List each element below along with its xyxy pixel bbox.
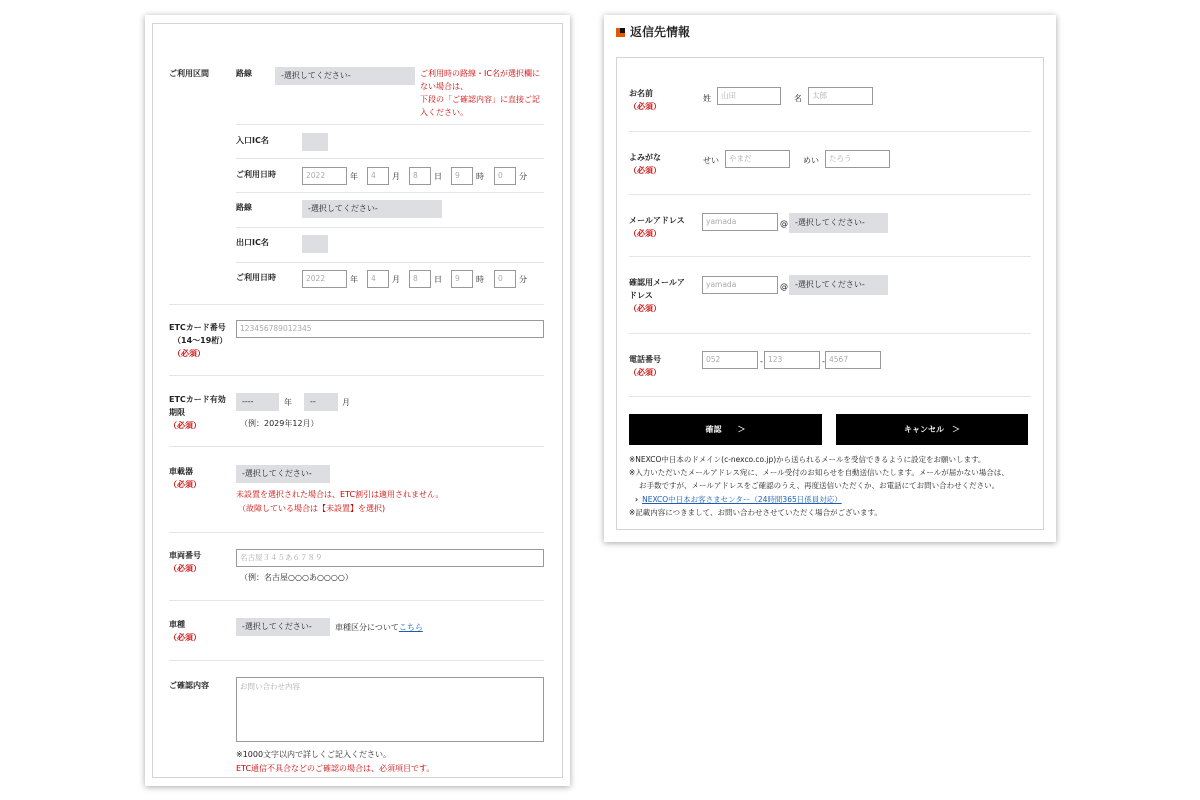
month-unit: 月 (392, 275, 400, 284)
divider (236, 262, 544, 263)
given-kana-input[interactable]: たろう (825, 150, 890, 168)
reply-section-title: 返信先情報 (630, 25, 691, 39)
etc-expiry-label: ETCカード有効 (169, 395, 226, 404)
exit-date-label: ご利用日時 (236, 273, 276, 282)
exit-year-input[interactable]: 2022 (302, 270, 347, 288)
expiry-month-select[interactable]: -- (304, 393, 338, 411)
domain-note: ※NEXCO中日本のドメイン(c-nexco.co.jp)から送られるメールを受信できるように設定をお願いします。 (629, 455, 986, 464)
entry-day-input[interactable]: 8 (409, 167, 431, 185)
divider (629, 396, 1031, 397)
expiry-year-select[interactable]: ---- (236, 393, 279, 411)
reply-form-frame (616, 57, 1044, 530)
minute-unit: 分 (519, 275, 527, 284)
required-mark: （必須） (173, 349, 205, 358)
divider (236, 124, 544, 125)
customer-center-link[interactable]: NEXCO中日本お客さまセンター（24時間365日係員対応） (642, 495, 842, 504)
required-mark: （必須） (169, 480, 201, 489)
entry-ic-label: 入口IC名 (236, 136, 269, 145)
confirm-button[interactable]: 確認 ＞ (629, 414, 822, 445)
confirm-content-label: ご確認内容 (169, 681, 209, 690)
required-mark: （必須） (629, 166, 661, 175)
email-local-input[interactable]: yamada (702, 213, 778, 231)
route-note-line: ない場合は、 (420, 82, 468, 91)
exit-route-select[interactable]: -選択してください- (302, 200, 442, 218)
device-note: 未設置を選択された場合は、ETC割引は適用されません。 (236, 490, 444, 499)
auto-reply-note: ※入力いただいたメールアドレス宛に、メール受付のお知らせを自動送信いたします。メールが届かない場合は、 (629, 468, 1009, 477)
required-mark: （必須） (629, 304, 661, 313)
etc-expiry-label-2: 期限 (169, 408, 185, 417)
chevron-right-icon: › (635, 495, 639, 504)
month-unit: 月 (342, 398, 350, 407)
required-mark: （必須） (629, 102, 661, 111)
confirm-email-local-input[interactable]: yamada (702, 276, 778, 294)
hour-unit: 時 (476, 275, 484, 284)
auto-reply-note-2: お手数ですが、メールアドレスをご確認のうえ、再度送信いただくか、お電話にてお問い合わせください。 (639, 481, 1000, 490)
customer-center-link-row (635, 494, 842, 506)
reply-info-card (604, 15, 1056, 542)
year-unit: 年 (350, 275, 358, 284)
phone-area-input[interactable]: 052 (702, 351, 758, 369)
at-sign: @ (780, 282, 788, 291)
device-note-2: （故障している場合は【未設置】を選択) (238, 504, 386, 513)
phone-number-input[interactable]: 4567 (825, 351, 881, 369)
name-label: お名前 (629, 89, 653, 98)
confirm-email-label: 確認用メールア (629, 278, 685, 287)
day-unit: 日 (434, 275, 442, 284)
surname-kana-label: せい (703, 156, 719, 165)
device-select[interactable]: -選択してください- (236, 465, 330, 483)
exit-hour-input[interactable]: 9 (451, 270, 473, 288)
vehicle-type-note (335, 622, 423, 633)
section-divider (169, 375, 544, 376)
exit-route-label: 路線 (236, 203, 252, 212)
route-note-line: 下段の「ご確認内容」に直接ご記 (420, 95, 540, 104)
etc-card-label: ETCカード番号 (169, 323, 226, 332)
vehicle-number-example: （例：名古屋○○○あ○○○○） (240, 573, 353, 582)
given-name-input[interactable]: 太郎 (808, 87, 873, 105)
vehicle-type-label: 車種 (169, 620, 185, 629)
confirm-email-label-2: ドレス (629, 291, 653, 300)
etc-card-digits-label: （14〜19桁） (173, 336, 228, 345)
email-label: メールアドレス (629, 216, 685, 225)
day-unit: 日 (434, 172, 442, 181)
exit-ic-label: 出口IC名 (236, 238, 269, 247)
route-note-line: ご利用時の路線・IC名が選択欄に (420, 69, 540, 78)
confirm-email-domain-select[interactable]: -選択してください- (789, 275, 888, 295)
exit-day-input[interactable]: 8 (409, 270, 431, 288)
year-unit: 年 (284, 398, 292, 407)
contact-note: ※記載内容につきまして、お問い合わせさせていただく場合がございます。 (629, 508, 882, 517)
section-divider (169, 446, 544, 447)
month-unit: 月 (392, 172, 400, 181)
inquiry-form-card (145, 15, 570, 786)
usage-section-label: ご利用区間 (169, 69, 209, 78)
required-mark: （必須） (629, 368, 661, 377)
device-label: 車載器 (169, 467, 193, 476)
given-kana-label: めい (803, 156, 819, 165)
confirm-content-textarea[interactable]: お問い合わせ内容 (236, 677, 544, 742)
section-divider (169, 304, 544, 305)
given-name-label: 名 (794, 94, 802, 103)
route-label: 路線 (236, 69, 252, 78)
route-note-line: 入ください。 (420, 108, 468, 117)
cancel-button[interactable]: キャンセル ＞ (836, 414, 1028, 445)
section-title-icon (616, 28, 625, 37)
year-unit: 年 (350, 172, 358, 181)
entry-year-input[interactable]: 2022 (302, 167, 347, 185)
phone-exchange-input[interactable]: 123 (764, 351, 820, 369)
phone-dash: - (760, 357, 763, 366)
minute-unit: 分 (519, 172, 527, 181)
route-select[interactable]: -選択してください- (275, 67, 415, 85)
section-divider (169, 600, 544, 601)
exit-minute-input[interactable]: 0 (494, 270, 516, 288)
divider (629, 333, 1031, 334)
vehicle-type-select[interactable]: -選択してください- (236, 618, 330, 636)
surname-label: 姓 (703, 94, 711, 103)
surname-input[interactable]: 山田 (717, 87, 781, 105)
section-divider (169, 660, 544, 661)
phone-label: 電話番号 (629, 355, 661, 364)
route-note (420, 67, 560, 119)
at-sign: @ (780, 219, 788, 228)
required-mark: （必須） (169, 564, 201, 573)
section-divider (169, 532, 544, 533)
entry-hour-input[interactable]: 9 (451, 167, 473, 185)
expiry-example: （例：2029年12月） (240, 419, 319, 428)
usage-date-label: ご利用日時 (236, 170, 276, 179)
required-mark: （必須） (169, 633, 201, 642)
vehicle-number-label: 車両番号 (169, 551, 201, 560)
divider (629, 256, 1031, 257)
divider (629, 131, 1031, 132)
vehicle-type-note-text: 車種区分について (335, 623, 399, 632)
inquiry-form-frame (152, 23, 563, 778)
hour-unit: 時 (476, 172, 484, 181)
email-domain-select[interactable]: -選択してください- (789, 213, 888, 233)
vehicle-number-input[interactable]: 名古屋３４５あ６７８９ (236, 549, 544, 567)
section-title-icon-corner (620, 28, 625, 33)
entry-month-input[interactable]: 4 (367, 167, 389, 185)
exit-month-input[interactable]: 4 (367, 270, 389, 288)
etc-card-number-input[interactable]: 123456789012345 (236, 320, 544, 338)
divider (236, 192, 544, 193)
confirm-note: ※1000文字以内で詳しくご記入ください。 (236, 750, 392, 759)
required-mark: （必須） (169, 421, 201, 430)
required-mark: （必須） (629, 229, 661, 238)
confirm-required-note: ETC通信不具合などのご確認の場合は、必須項目です。 (236, 764, 435, 773)
divider (236, 227, 544, 228)
kana-label: よみがな (629, 153, 661, 162)
phone-dash: - (822, 357, 825, 366)
divider (236, 158, 544, 159)
entry-minute-input[interactable]: 0 (494, 167, 516, 185)
vehicle-type-link[interactable]: こちら (398, 623, 423, 632)
entry-ic-select[interactable] (302, 133, 328, 151)
exit-ic-select[interactable] (302, 235, 328, 253)
surname-kana-input[interactable]: やまだ (725, 150, 790, 168)
divider (629, 194, 1031, 195)
